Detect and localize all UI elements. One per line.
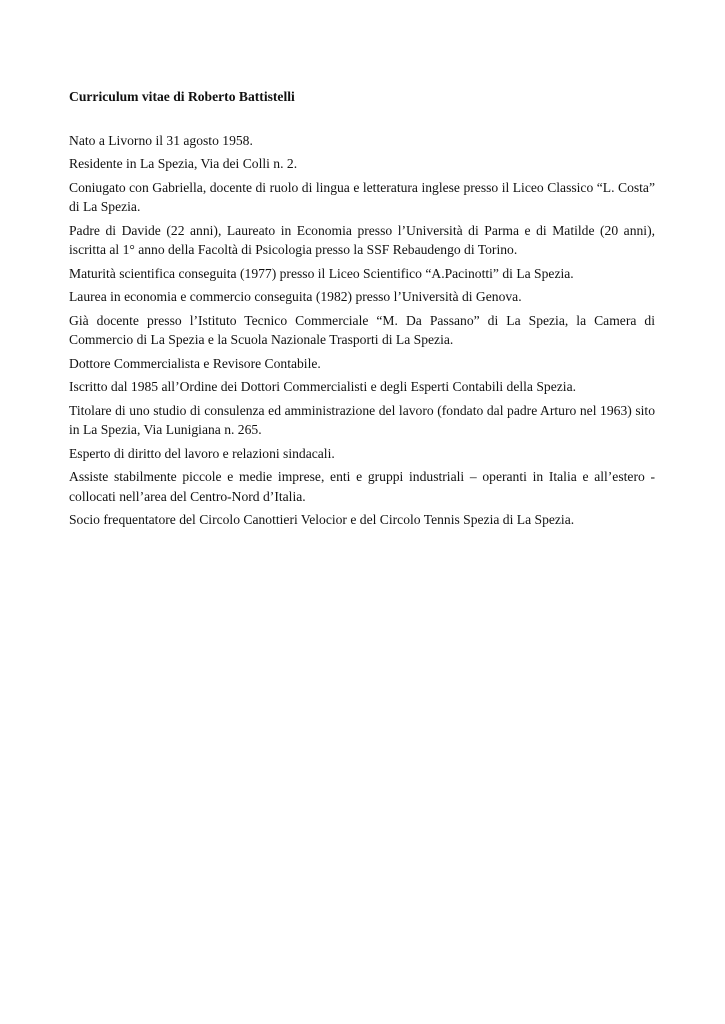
paragraph-children: Padre di Davide (22 anni), Laureato in Economia presso l’Università di Parma e di Matilde (20 anni), iscritta al 1° anno della Facoltà di Psicologia presso la SSF Rebaudengo di Torino. bbox=[69, 222, 655, 257]
paragraph-profession: Dottore Commercialista e Revisore Contabile. bbox=[69, 355, 321, 371]
paragraph-expertise: Esperto di diritto del lavoro e relazioni sindacali. bbox=[69, 445, 335, 461]
paragraph-birth: Nato a Livorno il 31 agosto 1958. bbox=[69, 132, 253, 148]
document-body bbox=[69, 87, 655, 534]
paragraph-high-school: Maturità scientifica conseguita (1977) presso il Liceo Scientifico “A.Pacinotti” di La Spezia. bbox=[69, 265, 574, 281]
paragraph-residence: Residente in La Spezia, Via dei Colli n. 2. bbox=[69, 156, 298, 171]
paragraph-registration: Iscritto dal 1985 all’Ordine dei Dottori Commercialisti e degli Esperti Contabili della Spezia. bbox=[69, 379, 576, 394]
paragraph-teaching: Già docente presso l’Istituto Tecnico Commerciale “M. Da Passano” di La Spezia, la Camera di Commercio di La Spezia e la Scuola Nazionale Trasporti di La Spezia. bbox=[69, 312, 655, 347]
paragraph-spouse: Coniugato con Gabriella, docente di ruolo di lingua e letteratura inglese presso il Liceo Classico “L. Costa” di La Spezia. bbox=[69, 179, 655, 214]
paragraph-clubs: Socio frequentatore del Circolo Canottieri Velocior e del Circolo Tennis Spezia di La Spezia. bbox=[69, 512, 575, 527]
document-title: Curriculum vitae di Roberto Battistelli bbox=[69, 89, 295, 104]
paragraph-studio: Titolare di uno studio di consulenza ed amministrazione del lavoro (fondato dal padre Arturo nel 1963) sito in La Spezia, Via Lunigiana n. 265. bbox=[69, 402, 655, 437]
paragraph-degree: Laurea in economia e commercio conseguita (1982) presso l’Università di Genova. bbox=[69, 289, 522, 304]
paragraph-clients: Assiste stabilmente piccole e medie imprese, enti e gruppi industriali – operanti in Italia e all’estero - collocati nell’area del Centro-Nord d’Italia. bbox=[69, 469, 655, 504]
